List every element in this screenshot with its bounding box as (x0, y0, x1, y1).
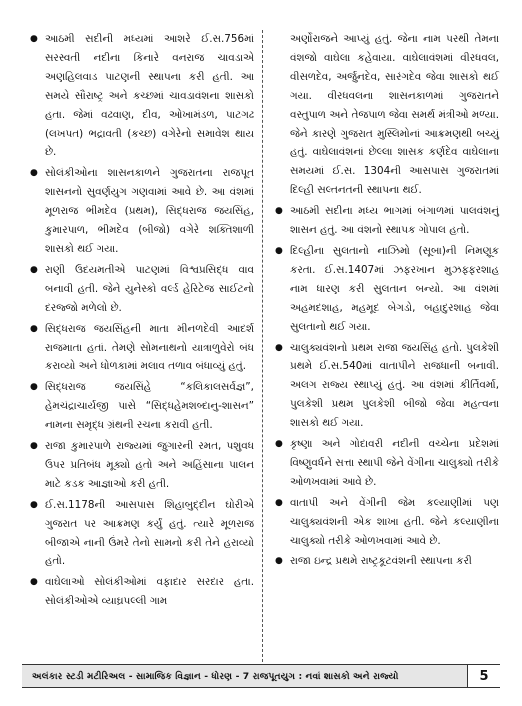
list-item: ● ઈ.સ.1178ની આસપાસ શિહાબુદ્દીન ઘોરીએ ગુજરાત પર આક્રમણ કર્યું હતું. ત્યારે મૂળરાજ બીજાએ નાની ઉંમરે તેનો સામનો કરી તેને હરાવ્યો હતો. (30, 496, 254, 572)
left-column (30, 30, 254, 613)
list-item: ● રાજા કુમારપાળે રાજ્યમાં જુગારની રમત, પશુવધ ઉપર પ્રતિબંધ મૂક્યો હતો અને અહિંસાના પાલન માટે કડક આજ્ઞાઓ કરી હતી. (30, 437, 254, 494)
list-item: ● સિદ્ધરાજ જયસિંહે “કલિકાલસર્વજ્ઞ”, હેમચંદ્રાચાર્યજી પાસે “સિદ્ધહેમશબ્દાનુ-શાસન” નામના સમૃદ્ધ ગ્રંથની રચના કરાવી હતી. (30, 378, 254, 435)
list-item: ● વાઘેલાઓ સોલંકીઓમાં વફાદાર સરદાર હતા. સોલંકીઓએ વ્યાઘ્રપલ્લી ગામ (30, 573, 254, 611)
list-item: ● આઠમી સદીની મધ્યમાં આશરે ઈ.સ.756માં સરસ્વતી નદીના કિનારે વનરાજ ચાવડાએ અણહિલવાડ પાટણની સ્થાપના કરી હતી. આ સમયે સૌરાષ્ટ્ર અને કચ્છમાં ચાવડાવંશના શાસકો હતા. જેમાં વઢવાણ, દીવ, ઓખામંડળ, પાટગઢ (લખપત) ભદ્રાવતી (કચ્છ) વગેરેનો સમાવેશ થાય છે. (30, 30, 254, 162)
list-item-continuation: અર્ણોરાજને આપ્યું હતું. જેના નામ પરથી તેમના વંશજો વાઘેલા કહેવાયા. વાઘેલાવંશમાં વીરધવલ, વીસળદેવ, અર્જુનદેવ, સારંગદેવ જેવા શાસકો થઈ ગયા. વીરધવલના શાસનકાળમાં ગુજરાતને વસ્તુપાળ અને તેજપાળ જેવા સમર્થ મંત્રીઓ મળ્યા. જેને કારણે ગુજરાત મુસ્લિમોનાં આક્રમણથી બચ્યું હતું. વાઘેલાવંશનાં છેલ્લા શાસક કર્ણદેવ વાઘેલાના સમયમાં ઈ.સ. 1304ની આસપાસ ગુજરાતમાં દિલ્હી સલ્તનતની સ્થાપના થઈ. (290, 33, 499, 197)
page-number: 5 (467, 665, 500, 687)
list-item: ● આઠમી સદીના મધ્ય ભાગમાં બંગાળમાં પાલવંશનું શાસન હતું. આ વંશનો સ્થાપક ગોપાલ હતો. (275, 202, 499, 240)
list-item: ● ચાલુક્યવંશનો પ્રથમ રાજા જયસિંહ હતો. પુલકેશી પ્રથમે ઈ.સ.540માં વાતાપીને રાજધાની બનાવી. અલગ રાજ્ય સ્થાપ્યું હતું. આ વંશમાં કીર્તિવર્મા, પુલકેશી પ્રથમ પુલકેશી બીજો જેવા મહત્વના શાસકો થઈ ગયા. (275, 339, 499, 434)
column-divider (262, 30, 263, 662)
list-item: ● વાતાપી અને વેંગીની જેમ કલ્યાણીમાં પણ ચાલુક્યવંશની એક શાખા હતી. જેને કલ્યાણીના ચાલુક્યો તરીકે ઓળખવામાં આવે છે. (275, 494, 499, 551)
list-item: ● સોલંકીઓના શાસનકાળને ગુજરાતના રાજપૂત શાસનનો સુવર્ણયુગ ગણવામાં આવે છે. આ વંશમાં મૂળરાજ ભીમદેવ (પ્રથમ), સિદ્ધરાજ જયસિંહ, કુમારપાળ, ભીમદેવ (બીજો) વગેરે શક્તિશાળી શાસકો થઈ ગયા. (30, 164, 254, 259)
right-column (275, 30, 499, 573)
list-item: ● દિલ્હીના સુલતાનો નાઝિમો (સૂબા)ની નિમણૂક કરતા. ઈ.સ.1407માં ઝફરખાન મુઝફ્ફરશાહ નામ ધારણ કરી સુલતાન બન્યો. આ વંશમાં અહમદશાહ, મહમૂદ બેગડો, બહાદુરશાહ જેવા સુલતાનો થઈ ગયા. (275, 242, 499, 337)
list-item: ● સિદ્ધરાજ જયસિંહની માતા મીનળદેવી આદર્શ રાજમાતા હતાં. તેમણે સોમનાથનો યાત્રાળુવેરો બંધ કરાવ્યો અને ધોળકામાં મલાવ તળાવ બંધાવ્યું હતું. (30, 320, 254, 377)
list-item: ● કૃષ્ણા અને ગોદાવરી નદીની વચ્ચેના પ્રદેશમાં વિષ્ણુવર્ધને સત્તા સ્થાપી જેને વેંગીના ચાલુક્યો તરીકે ઓળખવામાં આવે છે. (275, 435, 499, 492)
list-item: ● રાજા ઇન્દ્ર પ્રથમે રાષ્ટ્રકૂટવંશની સ્થાપના કરી (275, 552, 499, 571)
page-footer (22, 664, 500, 688)
footer-title: અલંકાર સ્ટડી મટીરિઅલ - સામાજિક વિજ્ઞાન - ધોરણ - 7 રાજપૂતયુગ : નવાં શાસકો અને રાજ્યો (32, 670, 399, 682)
list-item: ● રાણી ઉદયમતીએ પાટણમાં વિશ્વપ્રસિદ્ધ વાવ બનાવી હતી. જેને યુનેસ્કો વર્લ્ડ હેરિટેજ સાઈટનો દરજ્જો મળેલો છે. (30, 261, 254, 318)
